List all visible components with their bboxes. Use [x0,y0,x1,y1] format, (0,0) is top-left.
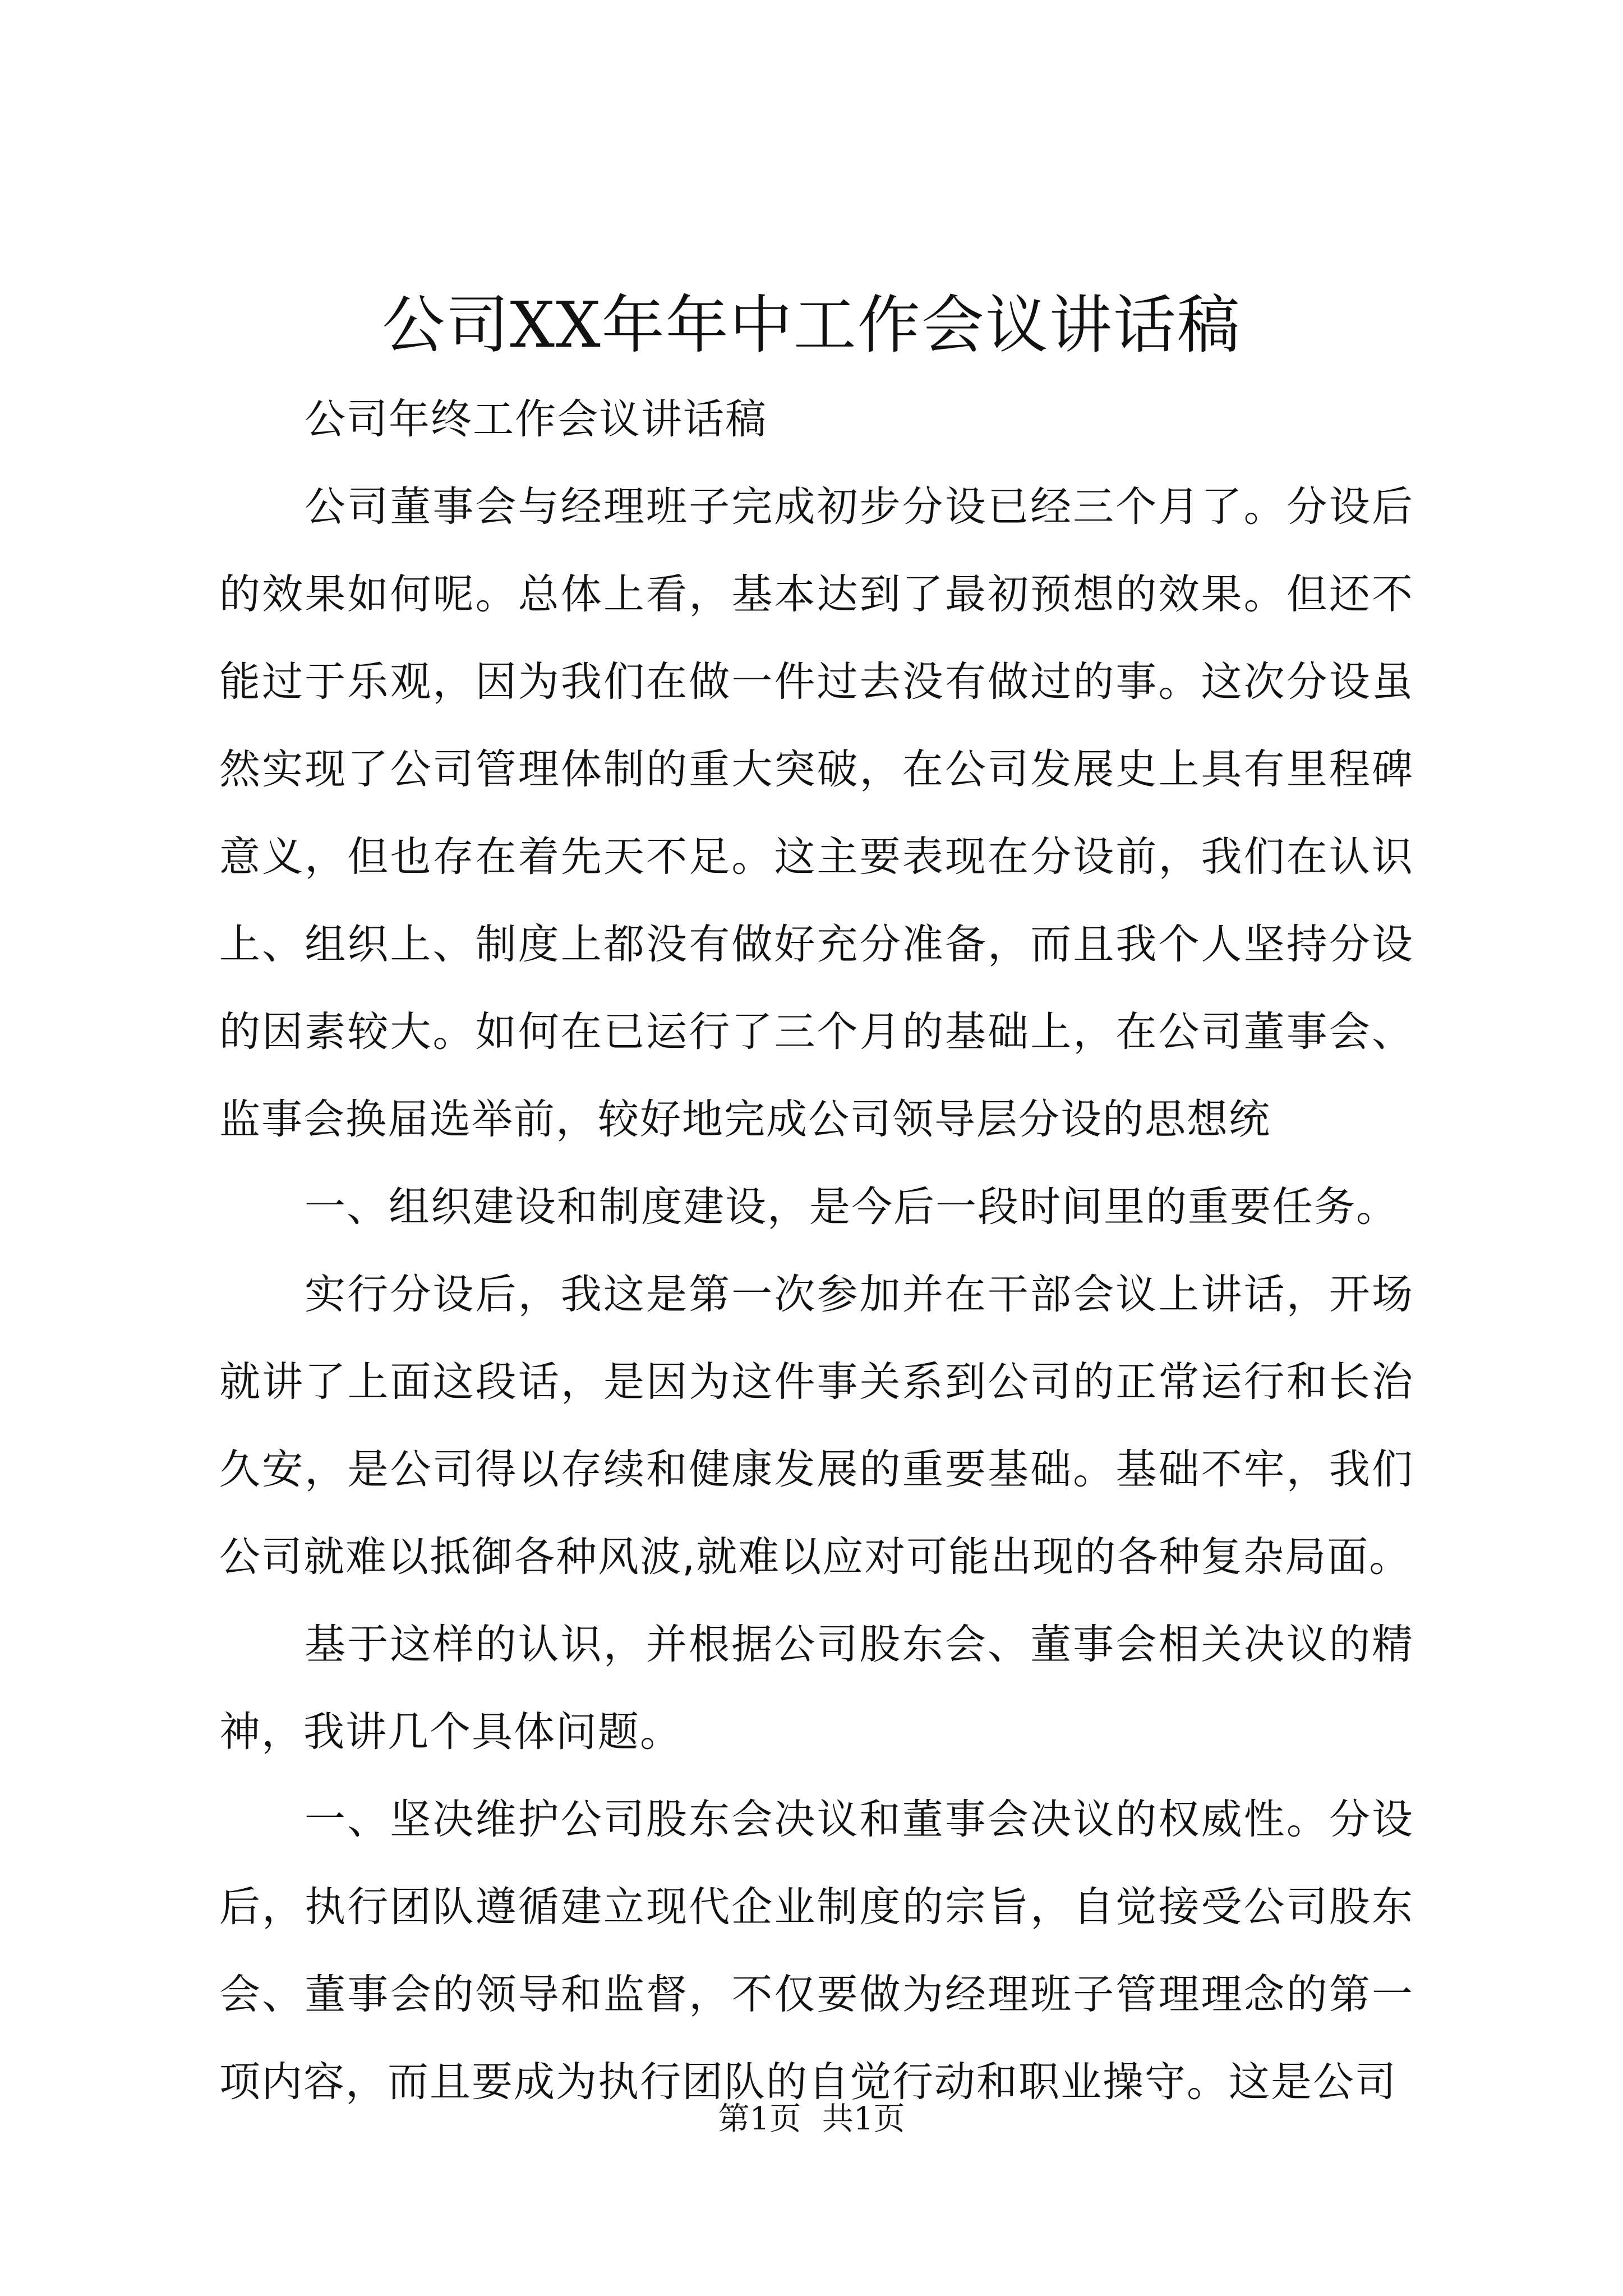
document-title: 公司XX年年中工作会议讲话稿 [382,289,1241,362]
paragraph: 公司年终工作会议讲话稿 [305,395,767,443]
document-body [219,376,1414,2126]
paragraph: 公司董事会与经理班子完成初步分设已经三个月了。分设后的效果如何呢。总体上看，基本达到了最初预想的效果。但还不能过于乐观，因为我们在做一件过去没有做过的事。这次分设虽然实现了公司管理体制的重大突破，在公司发展史上具有里程碑意义，但也存在着先天不足。这主要表现在分设前，我们在认识上、组织上、制度上都没有做好充分准备，而且我个人坚持分设的因素较大。如何在已运行了三个月的基础上，在公司董事会、监事会换届选举前，较好地完成公司领导层分设的思想统 [219,483,1414,1143]
page-footer [0,2097,1623,2142]
page-number-current: 第1页 [718,2101,801,2137]
paragraph: 一、坚决维护公司股东会决议和董事会决议的权威性。分设后，执行团队遵循建立现代企业制度的宗旨，自觉接受公司股东会、董事会的领导和监督，不仅要做为经理班子管理理念的第一项内容，而且要成为执行团队的自觉行动和职业操守。这是公司 [219,1796,1414,2106]
paragraph: 基于这样的认识，并根据公司股东会、董事会相关决议的精神，我讲几个具体问题。 [219,1621,1414,1756]
paragraph: 实行分设后，我这是第一次参加并在干部会议上讲话，开场就讲了上面这段话，是因为这件事关系到公司的正常运行和长治久安，是公司得以存续和健康发展的重要基础。基础不牢，我们公司就难以抵御各种风波,就难以应对可能出现的各种复杂局面。 [219,1271,1414,1581]
paragraph: 一、组织建设和制度建设，是今后一段时间里的重要任务。 [305,1183,1398,1231]
page-number-total: 共1页 [822,2101,905,2137]
